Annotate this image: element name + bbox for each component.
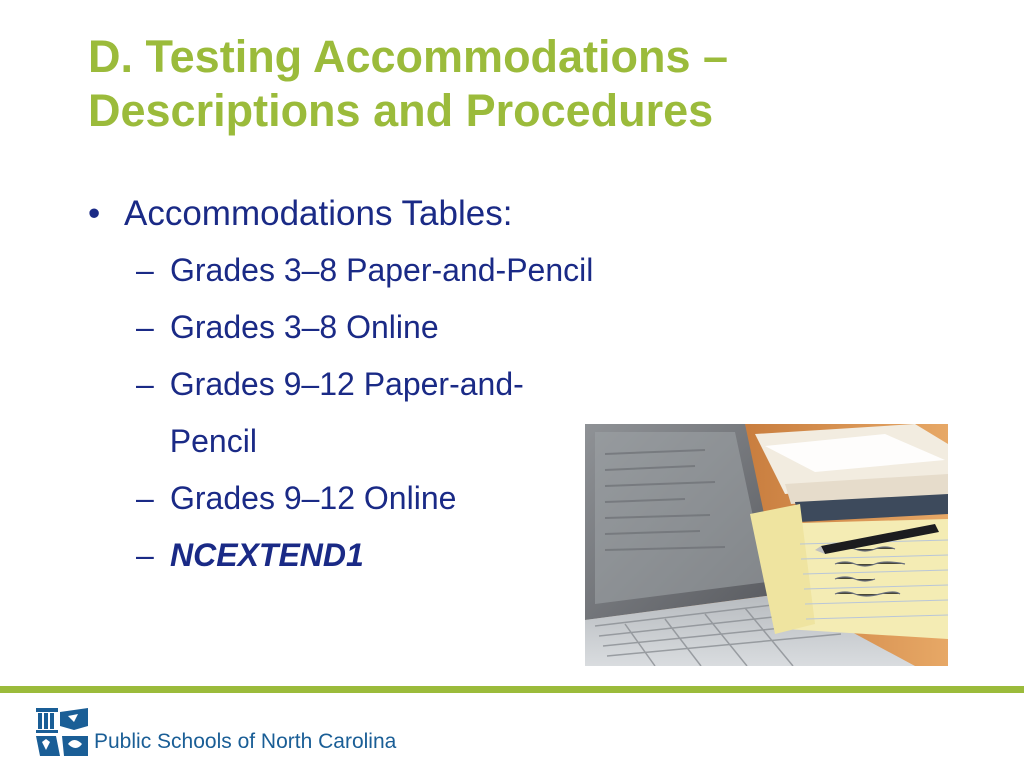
sub-marker: – [136, 309, 154, 345]
sub-marker: – [136, 480, 154, 516]
sub-item-text: Grades 3–8 Paper-and-Pencil [170, 252, 594, 288]
footer [34, 704, 396, 760]
footer-divider [0, 686, 1024, 693]
sub-item-ncextend1 [136, 527, 608, 584]
bullet-list [88, 186, 608, 584]
sub-list [136, 242, 608, 584]
sub-item-text: NCEXTEND1 [170, 537, 364, 573]
slide-title-line-2: Descriptions and Procedures [88, 85, 714, 136]
sub-item [136, 470, 608, 527]
laptop-notebook-photo [585, 424, 948, 666]
bullet-text: Accommodations Tables: [124, 194, 513, 233]
bullet-item [88, 186, 608, 242]
slide-title-line-1: D. Testing Accommodations – [88, 31, 729, 82]
sub-marker: – [136, 537, 154, 573]
sub-item-text: Grades 9–12 Online [170, 480, 457, 516]
sub-item-text: Grades 3–8 Online [170, 309, 439, 345]
sub-item [136, 356, 608, 470]
sub-item [136, 299, 608, 356]
sub-marker: – [136, 252, 154, 288]
sub-marker: – [136, 366, 154, 402]
bullet-marker: • [88, 194, 101, 233]
psnc-logo-icon [34, 704, 90, 760]
laptop-notebook-illustration [585, 424, 948, 666]
sub-item-text: Grades 9–12 Paper-and-Pencil [169, 366, 524, 459]
sub-item [136, 242, 608, 299]
slide-title [88, 30, 988, 138]
organization-name: Public Schools of North Carolina [94, 730, 397, 753]
